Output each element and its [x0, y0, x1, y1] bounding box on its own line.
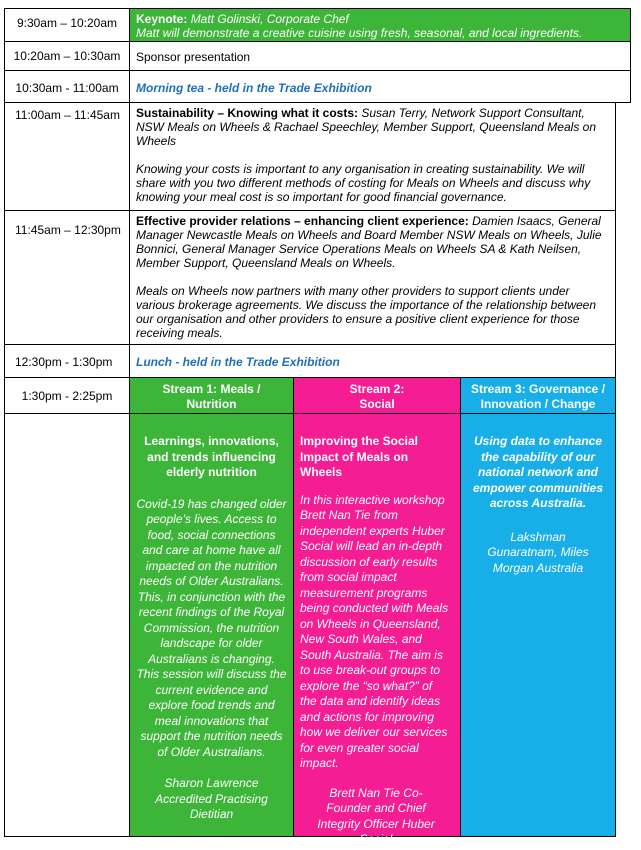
sponsor-time: 10:20am – 10:30am — [5, 42, 130, 70]
provider-time: 11:45am – 12:30pm — [5, 211, 130, 344]
sustainability-cell — [130, 103, 615, 210]
lunch-time: 12:30pm - 1:30pm — [5, 345, 130, 377]
streams-header-row — [4, 377, 616, 414]
morning-tea-time: 10:30am - 11:00am — [5, 71, 130, 102]
stream2-speaker: Brett Nan Tie Co-Founder and Chief Integrity Officer Huber Social — [317, 785, 435, 846]
lunch-text: Lunch - held in the Trade Exhibition — [136, 355, 340, 369]
streams-body-row — [4, 413, 616, 846]
provider-speakers: Damien Isaacs, General Manager Newcastle Meals on Wheels and Board Member NSW Meals on Wheels, Julie Bonnici, General Manager Service Operations Meals on Wheels SA & Kath Neilsen, Member Support, Queensland Meals on Wheels. — [136, 214, 602, 270]
keynote-label: Keynote: — [136, 12, 188, 26]
keynote-time: 9:30am – 10:20am — [5, 9, 130, 41]
streams-body-time-blank — [5, 414, 130, 836]
keynote-cell — [130, 9, 630, 41]
stream2-title: Improving the Social Impact of Meals on Wheels — [300, 434, 419, 479]
sustainability-title: Sustainability – Knowing what it costs: — [136, 106, 359, 120]
provider-desc: Meals on Wheels now partners with many other providers to support clients under various brokerage agreements. We discuss the importance of the relationship between our organisation and other providers to ensure a positive client experience for those receiving meals. — [136, 284, 597, 340]
stream1-title: Learnings, innovations, and trends influencing elderly nutrition — [144, 434, 279, 479]
keynote-speaker: Matt Golinski, Corporate Chef — [190, 12, 349, 26]
provider-title: Effective provider relations – enhancing client experience: — [136, 214, 469, 228]
sponsor-row — [4, 41, 631, 71]
stream3-header: Stream 3: Governance / Innovation / Change — [461, 378, 615, 413]
sustainability-row — [4, 102, 616, 211]
stream1-desc: Covid-19 has changed older people’s lives. Access to food, social connections and care at home have all impacted on the nutrition needs of Older Australians. This, in conjunction with the recent findings of the Royal Commission, the nutrition landscape for older Australians is changing. This session will discuss the current evidence and explore food trends and meal innovations that support the nutrition needs of Older Australians. — [136, 496, 287, 759]
stream3-speaker: Lakshman Gunaratnam, Miles Morgan Australia — [487, 529, 589, 575]
stream2-header: Stream 2: Social — [294, 378, 461, 413]
stream1-body — [130, 414, 294, 836]
sustainability-time: 11:00am – 11:45am — [5, 103, 130, 210]
provider-row — [4, 210, 616, 345]
provider-cell — [130, 211, 615, 344]
stream2-desc: In this interactive workshop Brett Nan Tie from independent experts Huber Social will lead an in-depth discussion of early results from social impact measurement programs being conducted with Meals on Wheels in Queensland, New South Wales, and South Australia. The aim is to use break-out groups to explore the “so what?” of the data and identify ideas and actions for improving how we deliver our services for even greater social impact. — [300, 492, 449, 770]
sponsor-text: Sponsor presentation — [136, 50, 251, 64]
streams-time: 1:30pm - 2:25pm — [5, 378, 130, 413]
lunch-row — [4, 344, 616, 378]
stream1-header: Stream 1: Meals / Nutrition — [130, 378, 294, 413]
stream3-body — [461, 414, 615, 836]
stream1-speaker: Sharon Lawrence Accredited Practising Dietitian — [155, 776, 268, 821]
sustainability-speakers: Susan Terry, Network Support Consultant, NSW Meals on Wheels & Rachael Speechley, Member Support, Queensland Meals on Wheels — [136, 106, 597, 148]
morning-tea-text: Morning tea - held in the Trade Exhibition — [136, 81, 372, 95]
keynote-row — [4, 8, 631, 42]
keynote-desc: Matt will demonstrate a creative cuisine using fresh, seasonal, and local ingredients. — [136, 26, 583, 40]
sustainability-desc: Knowing your costs is important to any organisation in creating sustainability. We will share with you two different methods of costing for Meals on Wheels and discuss why knowing your meal cost is so important for good financial governance. — [136, 162, 591, 204]
stream3-title: Using data to enhance the capability of our national network and empower communities across Australia. — [472, 434, 604, 510]
stream2-body — [294, 414, 461, 846]
morning-tea-row — [4, 70, 631, 103]
